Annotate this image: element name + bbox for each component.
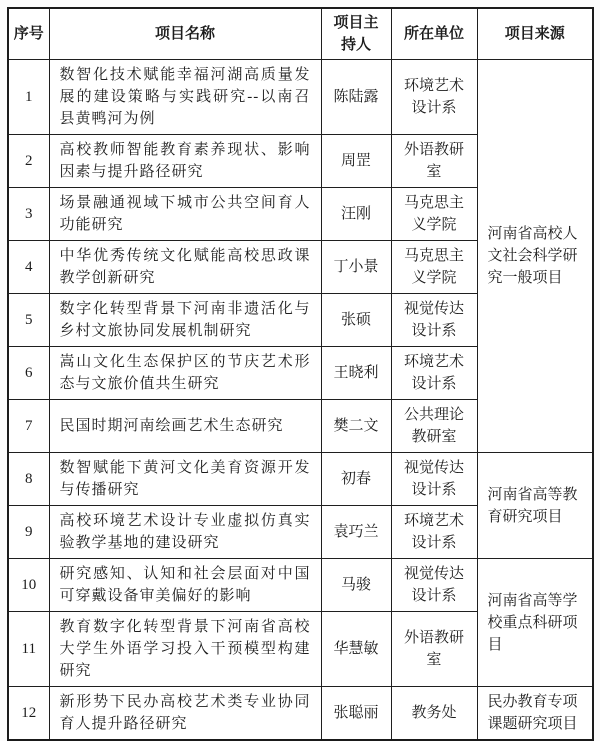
- leader-cell: 陈陆露: [321, 60, 391, 135]
- table-header-row: [8, 8, 593, 60]
- project-name-cell: 新形势下民办高校艺术类专业协同育人提升路径研究: [49, 687, 321, 741]
- source-cell: 河南省高等学校重点科研项目: [477, 559, 593, 687]
- unit-cell: 公共理论教研室: [391, 400, 477, 453]
- source-cell: 河南省高校人文社会科学研究一般项目: [477, 60, 593, 453]
- seq-cell: 3: [8, 188, 49, 241]
- header-source: 项目来源: [477, 8, 593, 60]
- project-name-cell: 数智化技术赋能幸福河湖高质量发展的建设策略与实践研究--以南召县黄鸭河为例: [49, 60, 321, 135]
- seq-cell: 5: [8, 294, 49, 347]
- leader-cell: 华慧敏: [321, 612, 391, 687]
- leader-cell: 丁小景: [321, 241, 391, 294]
- seq-cell: 9: [8, 506, 49, 559]
- table-body: [8, 60, 593, 741]
- header-project-name: 项目名称: [49, 8, 321, 60]
- project-name-cell: 研究感知、认知和社会层面对中国可穿戴设备审美偏好的影响: [49, 559, 321, 612]
- project-name-cell: 民国时期河南绘画艺术生态研究: [49, 400, 321, 453]
- project-name-cell: 高校教师智能教育素养现状、影响因素与提升路径研究: [49, 135, 321, 188]
- table-row: [8, 60, 593, 135]
- unit-cell: 视觉传达设计系: [391, 559, 477, 612]
- unit-cell: 环境艺术设计系: [391, 347, 477, 400]
- unit-cell: 外语教研室: [391, 135, 477, 188]
- table-row: [8, 687, 593, 741]
- header-unit: 所在单位: [391, 8, 477, 60]
- table-row: [8, 559, 593, 612]
- unit-cell: 视觉传达设计系: [391, 453, 477, 506]
- source-cell: 河南省高等教育研究项目: [477, 453, 593, 559]
- project-name-cell: 嵩山文化生态保护区的节庆艺术形态与文旅价值共生研究: [49, 347, 321, 400]
- leader-cell: 初春: [321, 453, 391, 506]
- leader-cell: 王晓利: [321, 347, 391, 400]
- seq-cell: 12: [8, 687, 49, 741]
- header-seq: 序号: [8, 8, 49, 60]
- seq-cell: 1: [8, 60, 49, 135]
- leader-cell: 汪刚: [321, 188, 391, 241]
- unit-cell: 环境艺术设计系: [391, 506, 477, 559]
- seq-cell: 6: [8, 347, 49, 400]
- table-row: [8, 453, 593, 506]
- header-leader: 项目主持人: [321, 8, 391, 60]
- seq-cell: 2: [8, 135, 49, 188]
- leader-cell: 周罡: [321, 135, 391, 188]
- leader-cell: 张聪丽: [321, 687, 391, 741]
- unit-cell: 环境艺术设计系: [391, 60, 477, 135]
- projects-table: [7, 7, 594, 741]
- unit-cell: 外语教研室: [391, 612, 477, 687]
- leader-cell: 樊二文: [321, 400, 391, 453]
- seq-cell: 7: [8, 400, 49, 453]
- seq-cell: 4: [8, 241, 49, 294]
- seq-cell: 11: [8, 612, 49, 687]
- unit-cell: 马克思主义学院: [391, 188, 477, 241]
- leader-cell: 袁巧兰: [321, 506, 391, 559]
- unit-cell: 教务处: [391, 687, 477, 741]
- leader-cell: 张硕: [321, 294, 391, 347]
- unit-cell: 马克思主义学院: [391, 241, 477, 294]
- seq-cell: 10: [8, 559, 49, 612]
- seq-cell: 8: [8, 453, 49, 506]
- project-name-cell: 数字化转型背景下河南非遗活化与乡村文旅协同发展机制研究: [49, 294, 321, 347]
- source-cell: 民办教育专项课题研究项目: [477, 687, 593, 741]
- project-name-cell: 高校环境艺术设计专业虚拟仿真实验教学基地的建设研究: [49, 506, 321, 559]
- project-name-cell: 场景融通视域下城市公共空间育人功能研究: [49, 188, 321, 241]
- unit-cell: 视觉传达设计系: [391, 294, 477, 347]
- project-name-cell: 中华优秀传统文化赋能高校思政课教学创新研究: [49, 241, 321, 294]
- leader-cell: 马骏: [321, 559, 391, 612]
- project-name-cell: 数智赋能下黄河文化美育资源开发与传播研究: [49, 453, 321, 506]
- project-name-cell: 教育数字化转型背景下河南省高校大学生外语学习投入干预模型构建研究: [49, 612, 321, 687]
